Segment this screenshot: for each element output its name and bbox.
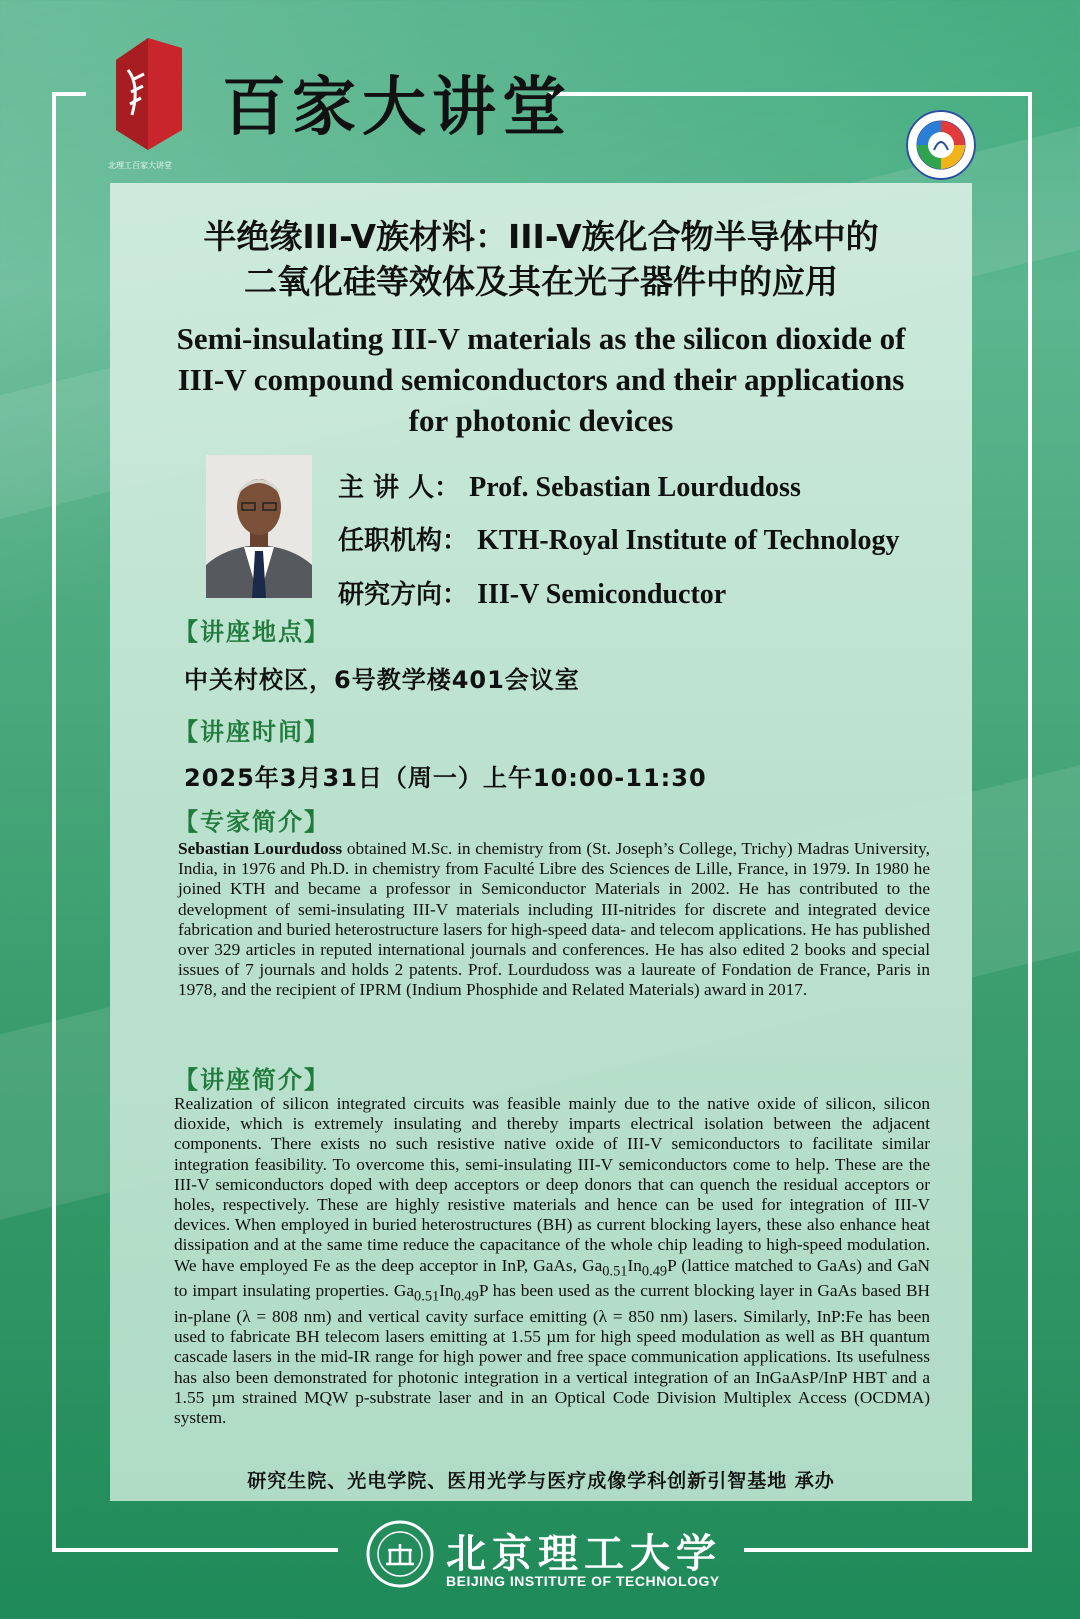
- bio-name: Sebastian Lourdudoss: [178, 839, 343, 858]
- frame-line-right: [1028, 92, 1032, 1552]
- title-en-line1: Semi-insulating III-V materials as the silicon dioxide of: [176, 321, 906, 356]
- venue-text: 中关村校区，6号教学楼401会议室: [184, 666, 580, 694]
- book-logo-icon: [110, 30, 188, 160]
- speaker-name-label: 主 讲 人：: [338, 473, 461, 503]
- abstract-heading: 【讲座简介】: [174, 1066, 330, 1094]
- speaker-name-row: [338, 467, 801, 504]
- speaker-field-label: 研究方向：: [338, 580, 469, 610]
- frame-line-bottom-right: [744, 1548, 1032, 1552]
- abstract-paragraph: [174, 1094, 930, 1428]
- title-chinese: [130, 214, 952, 304]
- title-cn-line1: 半绝缘III-V族材料：III-V族化合物半导体中的: [203, 217, 879, 256]
- bio-paragraph: [178, 839, 930, 1001]
- venue-heading: 【讲座地点】: [174, 618, 330, 646]
- school-seal-icon: [904, 108, 978, 182]
- title-en-line2: III-V compound semiconductors and their applications: [177, 362, 905, 397]
- speaker-field-row: [338, 574, 726, 611]
- speaker-name: Prof. Sebastian Lourdudoss: [469, 472, 801, 503]
- frame-line-bottom-left: [52, 1548, 338, 1552]
- abstract-sub-2: 0.49: [641, 1263, 668, 1280]
- speaker-affiliation: KTH-Royal Institute of Technology: [477, 525, 900, 556]
- series-title: 百家大讲堂: [222, 70, 572, 145]
- time-text: 2025年3月31日（周一）上午10:00-11:30: [184, 764, 707, 792]
- logo-caption: 北理工百家大讲堂: [108, 161, 172, 170]
- university-name-cn: 北京理工大学: [446, 1530, 722, 1577]
- university-name-en: BEIJING INSTITUTE OF TECHNOLOGY: [446, 1573, 720, 1589]
- bio-text: obtained M.Sc. in chemistry from (St. Joseph’s College, Trichy) Madras University, India, in 1976 and Ph.D. in chemistry from Faculté Libre des Sciences de Lille, France, in 1979. In 1980 he joined KTH and became a professor in Semiconductor Materials in 2002. He has contributed to the development of semi-insulating III-V materials including III-nitrides for discrete and integrated device fabrication and buried heterostructure lasers for high-speed data- and telecom applications. He has published over 329 articles in reputed international journals and conferences. He has also edited 2 books and special issues of 7 journals and holds 2 patents. Prof. Lourdudoss was a laureate of Fondation de France, Paris in 1978, and the recipient of IPRM (Indium Phosphide and Related Materials) award in 2017.: [178, 839, 930, 1000]
- time-heading: 【讲座时间】: [174, 718, 330, 746]
- organizer-line: 研究生院、光电学院、医用光学与医疗成像学科创新引智基地 承办: [247, 1470, 835, 1492]
- abstract-text-5: P has been used as the current blocking layer in GaAs based BH in-plane (λ = 808 nm) and vertical cavity surface emitting (λ = 850 nm) lasers. Similarly, InP:Fe has been used to fabricate BH telecom lasers emitting at 1.55 µm for high speed modulation as well as BH quantum cascade lasers in the mid-IR range for high power and free space communication applications. Its usefulness has also been demonstrated for photonic integration in a vertical integration of an InGaAsP/InP HBT and a 1.55 µm strained MQW p-substrate laser and in an Optical Code Division Multiplex Access (OCDMA) system.: [174, 1281, 930, 1427]
- speaker-photo: [206, 455, 312, 598]
- frame-line-left: [52, 92, 56, 1552]
- abstract-text-2: In: [627, 1255, 642, 1275]
- title-english: [130, 318, 952, 441]
- abstract-sub-3: 0.51: [414, 1288, 440, 1305]
- title-cn-line2: 二氧化硅等效体及其在光子器件中的应用: [244, 262, 838, 301]
- abstract-sub-1: 0.51: [602, 1263, 628, 1280]
- abstract-text-1: Realization of silicon integrated circuits was feasible mainly due to the native oxide of silicon, silicon dioxide, which is extremely insulating and thereby imparts electrical isolation between the adjacent components. There exists no such resistive native oxide of III-V semiconductors to facilitate similar integration feasibility. To overcome this, semi-insulating III-V semiconductors come to help. These are the III-V semiconductors doped with deep acceptors or deep donors that can quench the residual acceptors or holes, respectively. These are highly resistive materials and hence can be used for integration of III-V devices. When employed in buried heterostructures (BH) as current blocking layers, these also enhance heat dissipation and at the same time reduce the capacitance of the whole chip leading to high-speed modulation. We have employed Fe as the deep acceptor in InP, GaAs, Ga: [174, 1094, 930, 1275]
- frame-line-top-left: [52, 92, 86, 96]
- university-seal-icon: [366, 1520, 434, 1588]
- abstract-text-4: In: [439, 1281, 454, 1301]
- title-en-line3: for photonic devices: [408, 403, 674, 438]
- abstract-text-3: P (lattice matched to GaAs) and GaN to impart insulating properties. Ga: [174, 1255, 931, 1301]
- speaker-field: III-V Semiconductor: [477, 579, 727, 610]
- bio-heading: 【专家简介】: [174, 808, 330, 836]
- abstract-sub-4: 0.49: [453, 1288, 479, 1305]
- speaker-affiliation-row: [338, 520, 899, 557]
- speaker-affiliation-label: 任职机构：: [338, 526, 469, 556]
- frame-line-top-right: [548, 92, 1032, 96]
